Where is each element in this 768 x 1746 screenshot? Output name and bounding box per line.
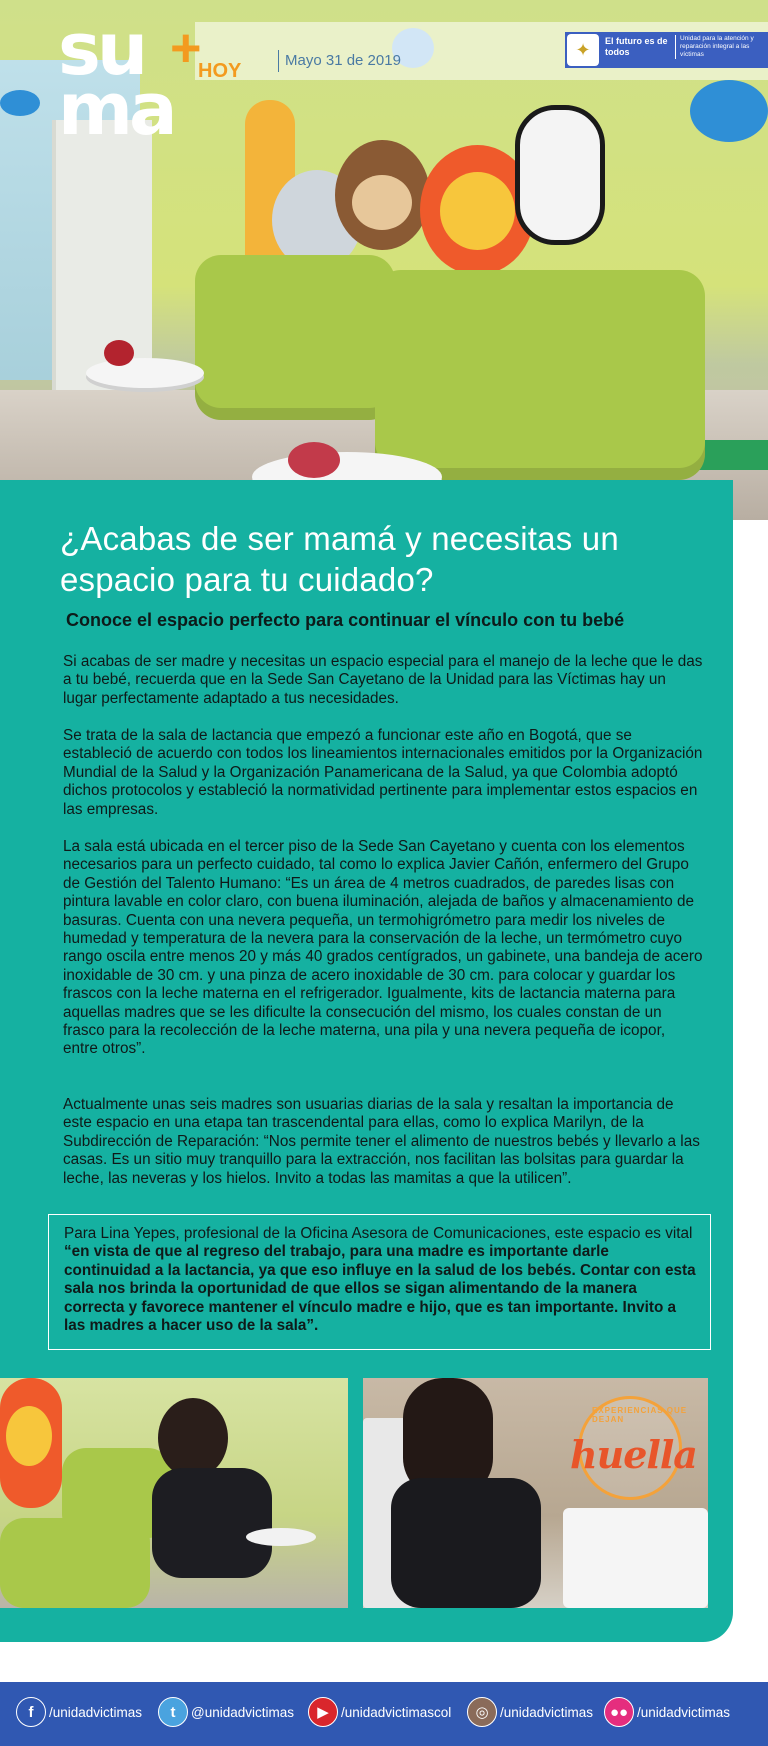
lion-face: [6, 1406, 52, 1466]
article-title: ¿Acabas de ser mamá y necesitas un espacio para tu cuidado?: [60, 520, 619, 598]
side-table: [246, 1528, 316, 1546]
twitter-icon: t: [158, 1697, 188, 1727]
badge-top-text: EXPERIENCIAS QUE DEJAN: [592, 1406, 688, 1424]
badge-word: huella: [570, 1432, 697, 1477]
armchair-right: [375, 270, 705, 480]
social-twitter[interactable]: [158, 1697, 294, 1727]
gov-unit-name: Unidad para la atención y reparación integral a las víctimas: [675, 35, 767, 59]
armchair-left: [195, 255, 395, 420]
social-flickr[interactable]: [604, 1697, 730, 1727]
facebook-icon: f: [16, 1697, 46, 1727]
sink: [563, 1508, 708, 1608]
quote-text: “en vista de que al regreso del trabajo, para una madre es importante darle continuidad a la lactancia, ya que eso influye en la salud de los bebés. Contar con esta sala nos brinda la oportunidad de que ellos se sigan alimentando de la manera correcta y favorece mantener el vínculo madre e hijo, que es tan importante. Invito a las madres a hacer uso de la sala”.: [64, 1243, 696, 1335]
gov-slogan: El futuro es de todos: [605, 36, 668, 57]
woman-figure: [158, 1398, 228, 1478]
flickr-icon: ●●: [604, 1697, 634, 1727]
cloud-decor: [0, 90, 40, 116]
flower-decor: [288, 442, 340, 478]
logo-suffix: HOY: [198, 60, 242, 82]
article-paragraph: Si acabas de ser madre y necesitas un espacio especial para el manejo de la leche que le das a tu bebé, recuerda que en la Sede San Cayetano de la Unidad para las Víctimas hay un lugar perfectamente adaptado a tus necesidades.: [63, 653, 703, 707]
suma-logo: [58, 7, 242, 151]
article-paragraph: Actualmente unas seis madres son usuarias diarias de la sala y resaltan la importancia de este espacio en una etapa tan trascendental para ellas, como lo explica Marilyn, de la Subdirección de Reparación: “Nos permite tener el alimento de nuestros bebés y llevarlo a las casas. Es un sitio muy tranquillo para la extracción, nos facilitan las bolsitas para guardar la leche, las neveras y los hielos. Invito a todas las mamitas a que la utilicen”.: [63, 1096, 700, 1187]
flickr-handle: /unidadvictimas: [637, 1704, 731, 1720]
woman-figure: [391, 1478, 541, 1608]
colombia-seal-icon: ✦: [567, 34, 599, 66]
facebook-handle: /unidadvictimas: [49, 1704, 143, 1720]
article-paragraph: Se trata de la sala de lactancia que empezó a funcionar este año en Bogotá, que se estableció de acuerdo con todos los lineamientos internacionales emitidos por la Organización Mundial de la Salud y la Organización Panamericana de la Salud, ya que Colombia adoptó dichos protocolos y estableció la normatividad pertinente para implementar estos espacios en las empresas.: [63, 727, 703, 818]
article-subtitle: Conoce el espacio perfecto para continuar el vínculo con tu bebé: [66, 610, 625, 630]
instagram-handle: /unidadvictimas: [500, 1704, 594, 1720]
logo-plus: +: [170, 18, 202, 78]
cloud-decor: [690, 80, 768, 142]
side-table: [86, 358, 204, 388]
photo-lactation-room: [0, 1378, 348, 1608]
youtube-handle: /unidadvictimascol: [341, 1704, 452, 1720]
logo-bottom: ma: [58, 67, 174, 151]
social-facebook[interactable]: [16, 1697, 142, 1727]
article-paragraph: La sala está ubicada en el tercer piso de la Sede San Cayetano y cuenta con los elementos necesarios para un perfecto cuidado, tal como lo explica Javier Cañón, enfermero del Grupo de Gestión del Talento Humano: “Es un área de 4 metros cuadrados, de paredes lisas con pintura lavable en color claro, con buena iluminación, alejada de baños y almacenamiento de basuras. Cuenta con una nevera pequeña, un termohigrómetro para medir los niveles de humedad y temperatura de la nevera para la conservación de la leche, un termómetro cuyo rango oscila entre menos 20 y más 40 grados centígrados, un gabinete, una bandeja de acero inoxidable de 30 cm. y una pinza de acero inoxidable de 30 cm. para colocar y guardar los frascos con la leche materna en el refrigerador. Igualmente, kits de lactancia materna para aquellas madres que se les dificulte la consecución del mismo, los cuales constan de un frasco para la recolección de la leche materna, una pila y una nevera pequeña de icopor, entre otros”.: [63, 838, 703, 1058]
huella-badge: [568, 1396, 697, 1506]
flower-decor: [104, 340, 134, 366]
woman-figure: [152, 1468, 272, 1578]
monkey-face: [352, 175, 412, 230]
social-instagram[interactable]: [467, 1697, 593, 1727]
gov-brand: [565, 32, 768, 68]
logo-top: su: [58, 7, 145, 91]
issue-date: Mayo 31 de 2019: [278, 50, 401, 72]
social-youtube[interactable]: [308, 1697, 451, 1727]
photo-sink: [363, 1378, 708, 1608]
youtube-icon: ▶: [308, 1697, 338, 1727]
instagram-icon: ◎: [467, 1697, 497, 1727]
lion-face: [440, 172, 515, 250]
quote-box: [48, 1214, 711, 1350]
twitter-handle: @unidadvictimas: [191, 1704, 294, 1720]
zebra-figure: [515, 105, 605, 245]
quote-intro: Para Lina Yepes, profesional de la Oficina Asesora de Comunicaciones, este espacio es vital: [64, 1225, 693, 1242]
